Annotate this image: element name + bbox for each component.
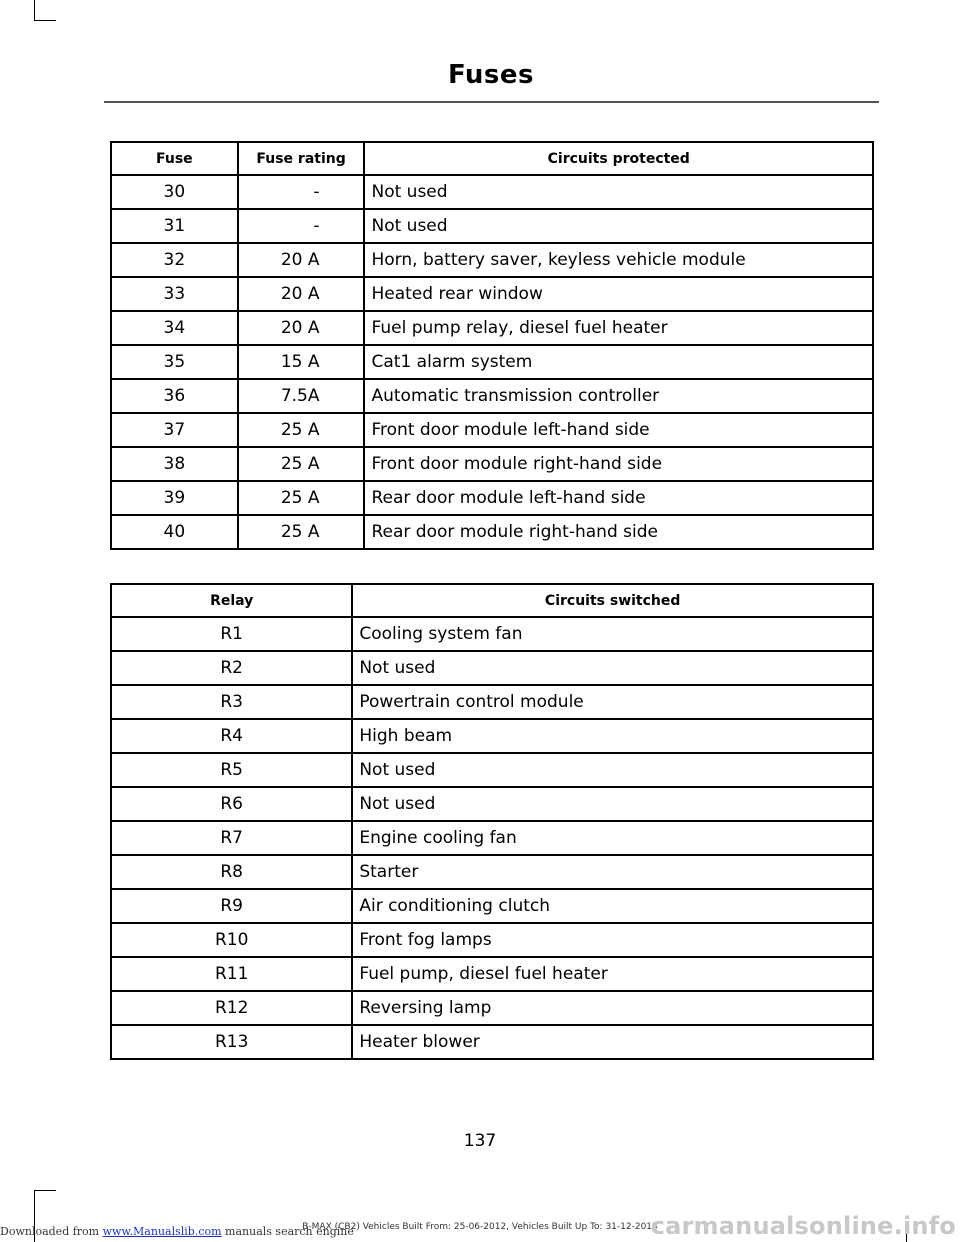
circuits-switched-cell: Front fog lamps (352, 923, 873, 957)
fuse-rating-cell: 20 A (238, 243, 365, 277)
fuse-rating-cell: 25 A (238, 447, 365, 481)
relay-id-cell: R8 (111, 855, 352, 889)
circuits-protected-cell: Front door module left-hand side (364, 413, 873, 447)
circuits-switched-cell: Air conditioning clutch (352, 889, 873, 923)
relay-id-cell: R4 (111, 719, 352, 753)
crop-mark-bottom-left-horizontal (34, 1190, 56, 1191)
circuits-switched-cell: Engine cooling fan (352, 821, 873, 855)
relay-id-cell: R5 (111, 753, 352, 787)
circuits-switched-cell: Fuel pump, diesel fuel heater (352, 957, 873, 991)
fuse-rating-cell: 25 A (238, 413, 365, 447)
fuse-table-row (111, 515, 873, 549)
fuse-number-cell: 30 (111, 175, 238, 209)
relay-table-row (111, 753, 873, 787)
relay-table-row (111, 855, 873, 889)
fuse-table-row (111, 413, 873, 447)
fuse-table-row (111, 175, 873, 209)
circuits-switched-cell: Not used (352, 787, 873, 821)
column-header-fuse: Fuse (111, 142, 238, 175)
page-title: Fuses (447, 60, 534, 90)
fuse-number-cell: 36 (111, 379, 238, 413)
crop-mark-top-left-horizontal (34, 20, 56, 21)
fuse-rating-cell: 7.5A (238, 379, 365, 413)
circuits-switched-cell: Powertrain control module (352, 685, 873, 719)
relay-id-cell: R11 (111, 957, 352, 991)
fuse-number-cell: 33 (111, 277, 238, 311)
circuits-switched-cell: Cooling system fan (352, 617, 873, 651)
fuse-table-row (111, 447, 873, 481)
column-header-circuits-switched: Circuits switched (352, 584, 873, 617)
fuse-table (110, 141, 874, 550)
fuse-number-cell: 31 (111, 209, 238, 243)
column-header-relay: Relay (111, 584, 352, 617)
column-header-circuits-protected: Circuits protected (364, 142, 873, 175)
column-header-fuse-rating: Fuse rating (238, 142, 365, 175)
circuits-protected-cell: Horn, battery saver, keyless vehicle module (364, 243, 873, 277)
fuse-number-cell: 32 (111, 243, 238, 277)
fuse-rating-cell: 25 A (238, 481, 365, 515)
relay-table-row (111, 1025, 873, 1059)
manualslib-link[interactable]: www.Manualslib.com (102, 1225, 222, 1238)
relay-table-row (111, 617, 873, 651)
fuse-number-cell: 38 (111, 447, 238, 481)
circuits-protected-cell: Not used (364, 175, 873, 209)
circuits-protected-cell: Rear door module left-hand side (364, 481, 873, 515)
fuse-table-header-row (111, 142, 873, 175)
relay-id-cell: R2 (111, 651, 352, 685)
page-number: 137 (463, 1131, 497, 1151)
watermark: carmanualsonline.info (650, 1212, 956, 1240)
fuse-rating-cell: 20 A (238, 277, 365, 311)
fuse-table-row (111, 379, 873, 413)
relay-id-cell: R7 (111, 821, 352, 855)
circuits-protected-cell: Not used (364, 209, 873, 243)
fuse-number-cell: 34 (111, 311, 238, 345)
fuse-table-row (111, 481, 873, 515)
circuits-switched-cell: Not used (352, 753, 873, 787)
download-note-prefix: Downloaded from (0, 1225, 103, 1238)
relay-id-cell: R12 (111, 991, 352, 1025)
circuits-switched-cell: Heater blower (352, 1025, 873, 1059)
relay-table-row (111, 957, 873, 991)
fuse-number-cell: 37 (111, 413, 238, 447)
fuse-rating-cell: - (238, 175, 365, 209)
relay-table-row (111, 787, 873, 821)
fuse-table-row (111, 209, 873, 243)
relay-table-header-row (111, 584, 873, 617)
relay-id-cell: R3 (111, 685, 352, 719)
fuse-table-row (111, 243, 873, 277)
download-note-suffix: manuals search engine (221, 1225, 354, 1238)
relay-id-cell: R10 (111, 923, 352, 957)
fuse-number-cell: 39 (111, 481, 238, 515)
circuits-protected-cell: Automatic transmission controller (364, 379, 873, 413)
relay-table-row (111, 923, 873, 957)
circuits-switched-cell: High beam (352, 719, 873, 753)
relay-id-cell: R13 (111, 1025, 352, 1059)
fuse-table-row (111, 311, 873, 345)
crop-mark-top-left-vertical (34, 0, 35, 20)
fuse-table-row (111, 345, 873, 379)
relay-table-row (111, 821, 873, 855)
circuits-switched-cell: Starter (352, 855, 873, 889)
fuse-number-cell: 35 (111, 345, 238, 379)
page-footer: B-MAX (CB2) Vehicles Built From: 25-06-2012, Vehicles Built Up To: 31-12-2013 (302, 1222, 658, 1232)
fuse-rating-cell: 20 A (238, 311, 365, 345)
relay-table-row (111, 685, 873, 719)
relay-table-row (111, 651, 873, 685)
circuits-protected-cell: Cat1 alarm system (364, 345, 873, 379)
relay-table-row (111, 991, 873, 1025)
circuits-switched-cell: Not used (352, 651, 873, 685)
relay-id-cell: R9 (111, 889, 352, 923)
circuits-protected-cell: Fuel pump relay, diesel fuel heater (364, 311, 873, 345)
circuits-protected-cell: Rear door module right-hand side (364, 515, 873, 549)
fuse-table-row (111, 277, 873, 311)
title-divider (104, 101, 879, 103)
fuse-rating-cell: - (238, 209, 365, 243)
relay-table-row (111, 719, 873, 753)
relay-id-cell: R6 (111, 787, 352, 821)
relay-table-row (111, 889, 873, 923)
circuits-protected-cell: Heated rear window (364, 277, 873, 311)
fuse-number-cell: 40 (111, 515, 238, 549)
fuse-rating-cell: 15 A (238, 345, 365, 379)
download-note (0, 1225, 354, 1238)
circuits-switched-cell: Reversing lamp (352, 991, 873, 1025)
fuse-rating-cell: 25 A (238, 515, 365, 549)
relay-table (110, 583, 874, 1060)
relay-id-cell: R1 (111, 617, 352, 651)
circuits-protected-cell: Front door module right-hand side (364, 447, 873, 481)
